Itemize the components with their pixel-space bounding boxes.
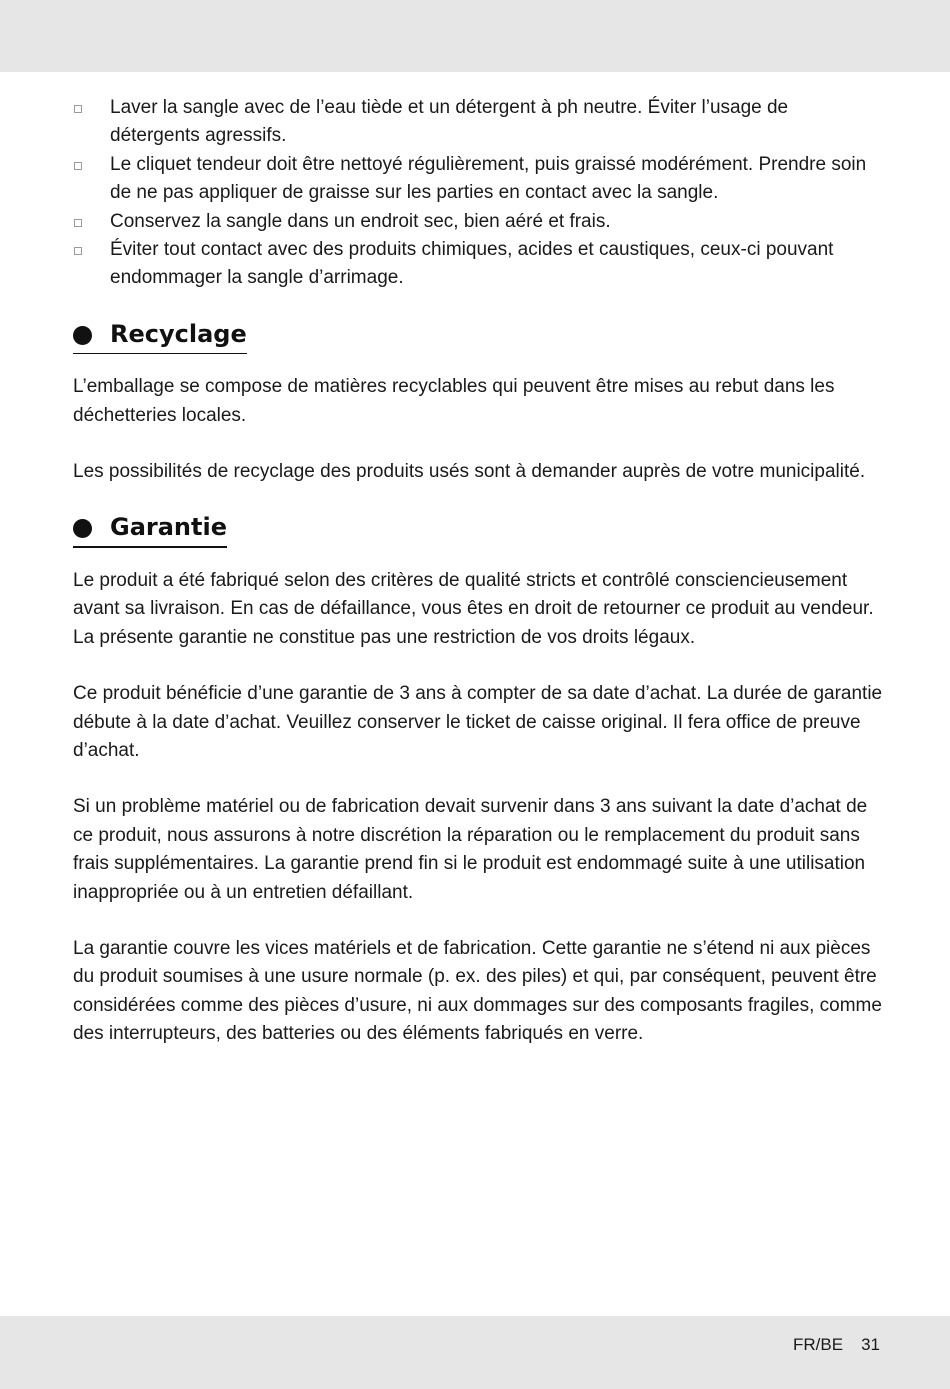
list-item xyxy=(73,208,883,236)
header-band xyxy=(0,0,950,72)
bullet-dot-icon xyxy=(73,326,92,345)
square-bullet-icon xyxy=(74,247,82,255)
list-item-text: Laver la sangle avec de l’eau tiède et un détergent à ph neutre. Éviter l’usage de détergents agressifs. xyxy=(110,97,789,147)
warranty-paragraph: La garantie couvre les vices matériels et de fabrication. Cette garantie ne s’étend ni aux pièces du produit soumises à une usure normale (p. ex. des piles) et qui, par conséquent, peuvent être considérées comme des pièces d’usure, ni aux dommages sur des composants fragiles, comme des interrupteurs, des batteries ou des éléments fabriqués en verre. xyxy=(73,937,882,1045)
locale-label: FR/BE xyxy=(793,1335,844,1354)
list-item xyxy=(73,236,883,293)
list-item-text: Conservez la sangle dans un endroit sec, bien aéré et frais. xyxy=(110,210,611,232)
page-footer xyxy=(793,1334,880,1356)
recycling-title: Recyclage xyxy=(110,319,247,348)
square-bullet-icon xyxy=(74,162,82,170)
square-bullet-icon xyxy=(74,105,82,113)
warranty-paragraph: Ce produit bénéficie d’une garantie de 3 ans à compter de sa date d’achat. La durée de garantie débute à la date d’achat. Veuillez conserver le ticket de caisse original. Il fera office de preuve d’achat. xyxy=(73,683,883,761)
heading-underline xyxy=(73,353,247,355)
list-item xyxy=(73,94,883,151)
warranty-heading xyxy=(73,510,227,544)
recycling-paragraph: L’emballage se compose de matières recyclables qui peuvent être mises au rebut dans les déchetteries locales. xyxy=(73,376,835,426)
warranty-paragraph: Si un problème matériel ou de fabrication devait survenir dans 3 ans suivant la date d’achat de ce produit, nous assurons à notre discrétion la réparation ou le remplacement du produit sans frais supplémentaires. La garantie prend fin si le produit est endommagé suite à une utilisation inappropriée ou à un entretien défaillant. xyxy=(73,796,868,903)
warranty-paragraph: Le produit a été fabriqué selon des critères de qualité stricts et contrôlé consciencieusement avant sa livraison. En cas de défaillance, vous êtes en droit de retourner ce produit au vendeur. La présente garantie ne constitue pas une restriction de vos droits légaux. xyxy=(73,569,874,648)
page-number: 31 xyxy=(861,1335,880,1354)
recycling-heading xyxy=(73,317,247,351)
square-bullet-icon xyxy=(74,219,82,227)
list-item xyxy=(73,151,883,208)
recycling-paragraph: Les possibilités de recyclage des produits usés sont à demander auprès de votre municipalité. xyxy=(73,461,866,483)
heading-underline xyxy=(73,546,227,548)
list-item-text: Le cliquet tendeur doit être nettoyé régulièrement, puis graissé modérément. Prendre soin de ne pas appliquer de graisse sur les parties en contact avec la sangle. xyxy=(110,153,867,204)
list-item-text: Éviter tout contact avec des produits chimiques, acides et caustiques, ceux-ci pouvant endommager la sangle d’arrimage. xyxy=(110,239,834,289)
maintenance-list xyxy=(73,94,883,293)
bullet-dot-icon xyxy=(73,519,92,538)
warranty-title: Garantie xyxy=(110,513,227,542)
page-content xyxy=(73,94,883,1049)
